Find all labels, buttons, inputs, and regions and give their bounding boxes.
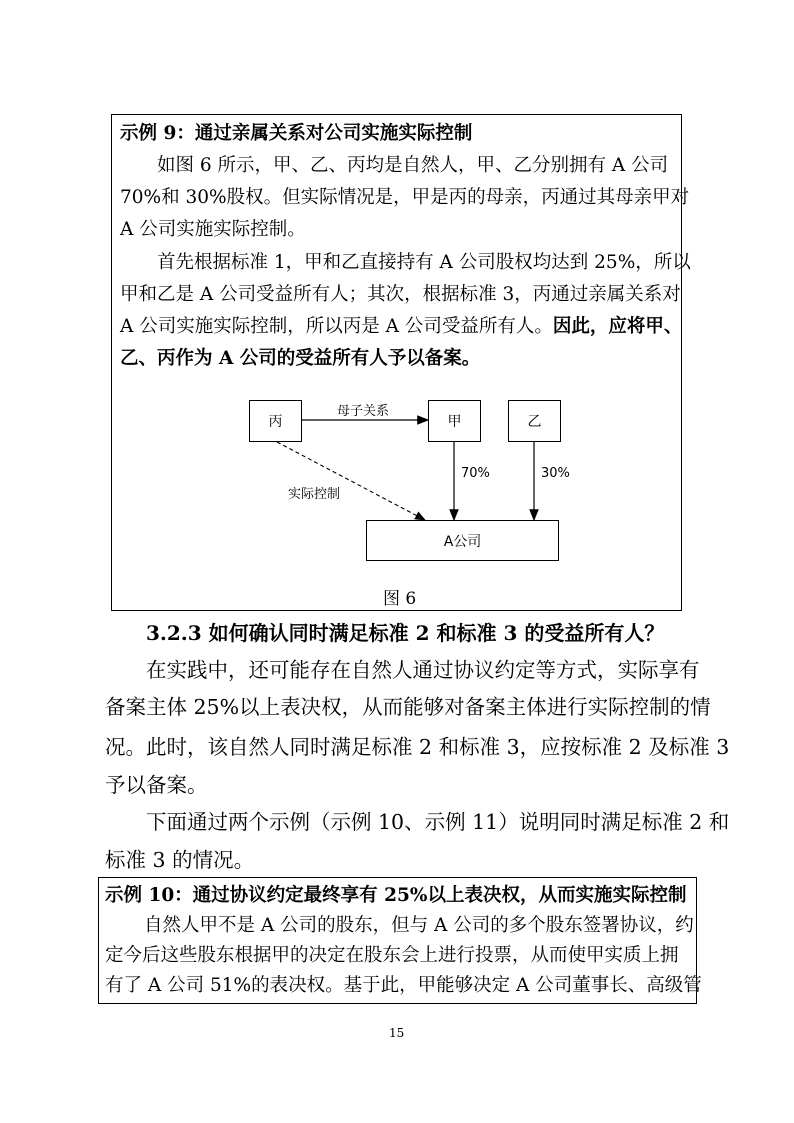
example-9-conclusion-text: A 公司实施实际控制，所以丙是 A 公司受益所有人。	[120, 316, 553, 337]
node-yi: 乙	[508, 400, 561, 442]
paragraph-line: 下面通过两个示例（示例 10、示例 11）说明同时满足标准 2 和	[146, 810, 730, 834]
example-10-title: 示例 10：通过协议约定最终享有 25%以上表决权，从而实施实际控制	[105, 885, 687, 906]
example-10-line: 自然人甲不是 A 公司的股东，但与 A 公司的多个股东签署协议，约	[144, 915, 694, 936]
paragraph-line: 标准 3 的情况。	[105, 848, 255, 872]
paragraph-line: 备案主体 25%以上表决权，从而能够对备案主体进行实际控制的情	[105, 695, 711, 719]
node-bing: 丙	[249, 400, 302, 442]
paragraph-line: 况。此时，该自然人同时满足标准 2 和标准 3，应按标准 2 及标准 3	[105, 735, 730, 759]
edge-label-yi-share: 30%	[541, 466, 570, 481]
example-9-line: 首先根据标准 1，甲和乙直接持有 A 公司股权均达到 25%，所以	[157, 252, 691, 273]
section-heading: 3.2.3 如何确认同时满足标准 2 和标准 3 的受益所有人？	[146, 621, 665, 645]
edge-label-actual-control: 实际控制	[288, 487, 341, 502]
example-9-line: 70%和 30%股权。但实际情况是，甲是丙的母亲，丙通过其母亲甲对	[120, 187, 690, 208]
example-9-title: 示例 9：通过亲属关系对公司实施实际控制	[120, 123, 473, 144]
example-10-line: 有了 A 公司 51%的表决权。基于此，甲能够决定 A 公司董事长、高级管	[105, 975, 702, 996]
page-number: 15	[389, 1026, 405, 1040]
example-9-line: 甲和乙是 A 公司受益所有人；其次，根据标准 3，丙通过亲属关系对	[120, 284, 681, 305]
node-jia: 甲	[428, 400, 481, 442]
example-9-line: 如图 6 所示，甲、乙、丙均是自然人，甲、乙分别拥有 A 公司	[157, 155, 669, 176]
edge-label-jia-share: 70%	[461, 466, 490, 481]
example-10-line: 定今后这些股东根据甲的决定在股东会上进行投票，从而使甲实质上拥	[105, 945, 679, 966]
actual-control-edge	[277, 442, 425, 520]
example-9-conclusion-bold: 因此，应将甲、	[552, 316, 683, 337]
figure-caption: 图 6	[383, 589, 417, 609]
node-company: A公司	[366, 520, 559, 561]
paragraph-line: 在实践中，还可能存在自然人通过协议约定等方式，实际享有	[146, 658, 700, 682]
paragraph-line: 予以备案。	[105, 773, 208, 797]
example-9-line: A 公司实施实际控制。	[120, 219, 306, 240]
edge-label-mother-child: 母子关系	[337, 404, 390, 419]
example-9-conclusion-bold-line: 乙、丙作为 A 公司的受益所有人予以备案。	[120, 348, 481, 369]
